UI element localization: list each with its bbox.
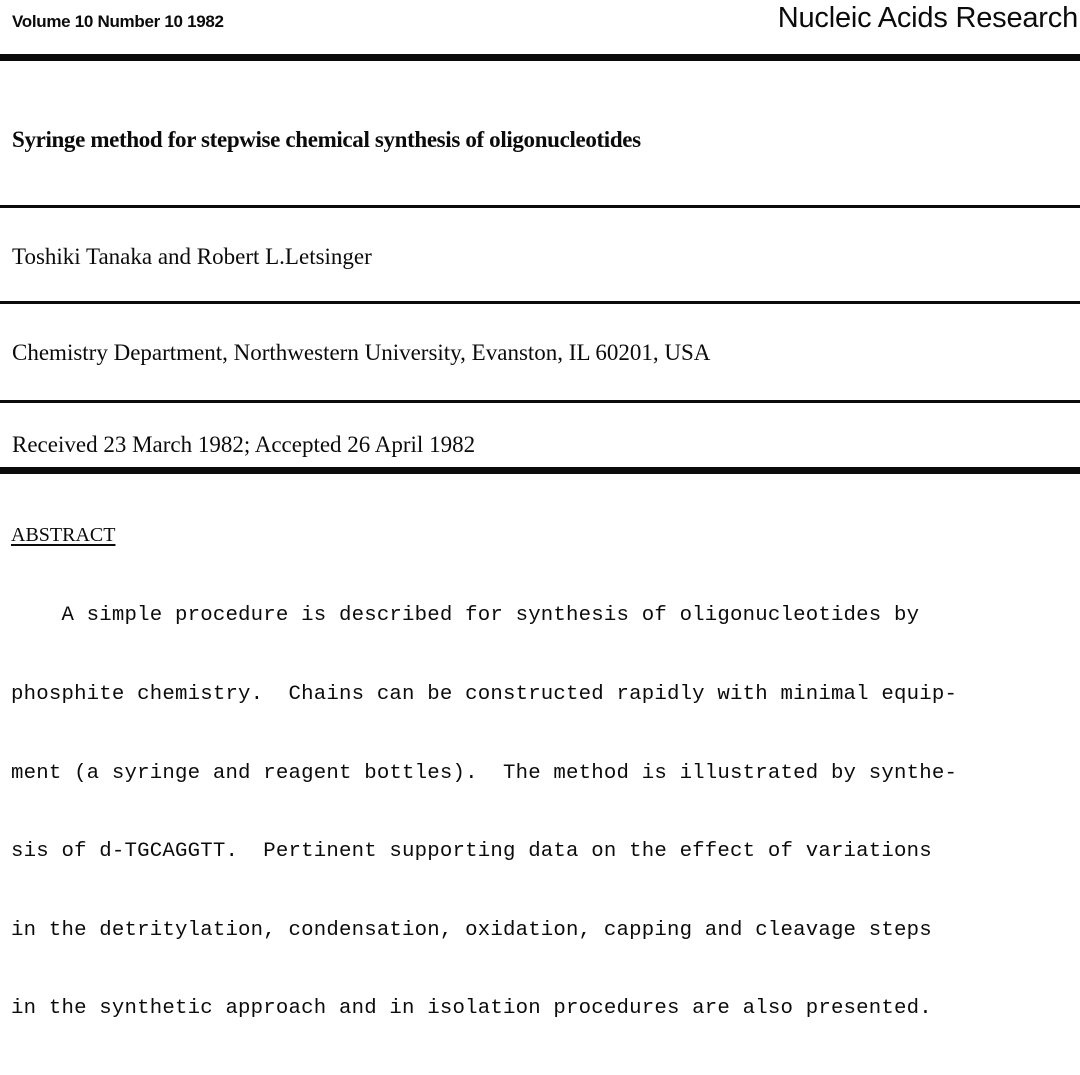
abstract-line: in the detritylation, condensation, oxidation, capping and cleavage steps (11, 918, 932, 942)
article-dates: Received 23 March 1982; Accepted 26 April 1982 (12, 432, 476, 457)
abstract-heading: ABSTRACT (11, 524, 116, 546)
dates-rule (0, 467, 1080, 474)
article-authors: Toshiki Tanaka and Robert L.Letsinger (12, 244, 372, 269)
abstract-body (11, 551, 957, 1075)
abstract-line: phosphite chemistry. Chains can be constructed rapidly with minimal equip- (11, 683, 958, 707)
article-title: Syringe method for stepwise chemical synthesis of oligonucleotides (12, 127, 641, 152)
journal-name: Nucleic Acids Research (777, 2, 1078, 34)
article-affiliation: Chemistry Department, Northwestern University, Evanston, IL 60201, USA (12, 340, 711, 365)
title-rule (0, 205, 1080, 208)
abstract-line: sis of d-TGCAGGTT. Pertinent supporting data on the effect of variations (11, 840, 932, 864)
abstract-line: ment (a syringe and reagent bottles). The method is illustrated by synthe- (11, 761, 958, 785)
affiliation-rule (0, 400, 1080, 403)
journal-issue: Volume 10 Number 10 1982 (12, 12, 224, 31)
authors-rule (0, 301, 1080, 304)
abstract-line: in the synthetic approach and in isolation procedures are also presented. (11, 997, 932, 1021)
header-rule (0, 54, 1080, 61)
abstract-line: A simple procedure is described for synthesis of oligonucleotides by (11, 604, 920, 628)
